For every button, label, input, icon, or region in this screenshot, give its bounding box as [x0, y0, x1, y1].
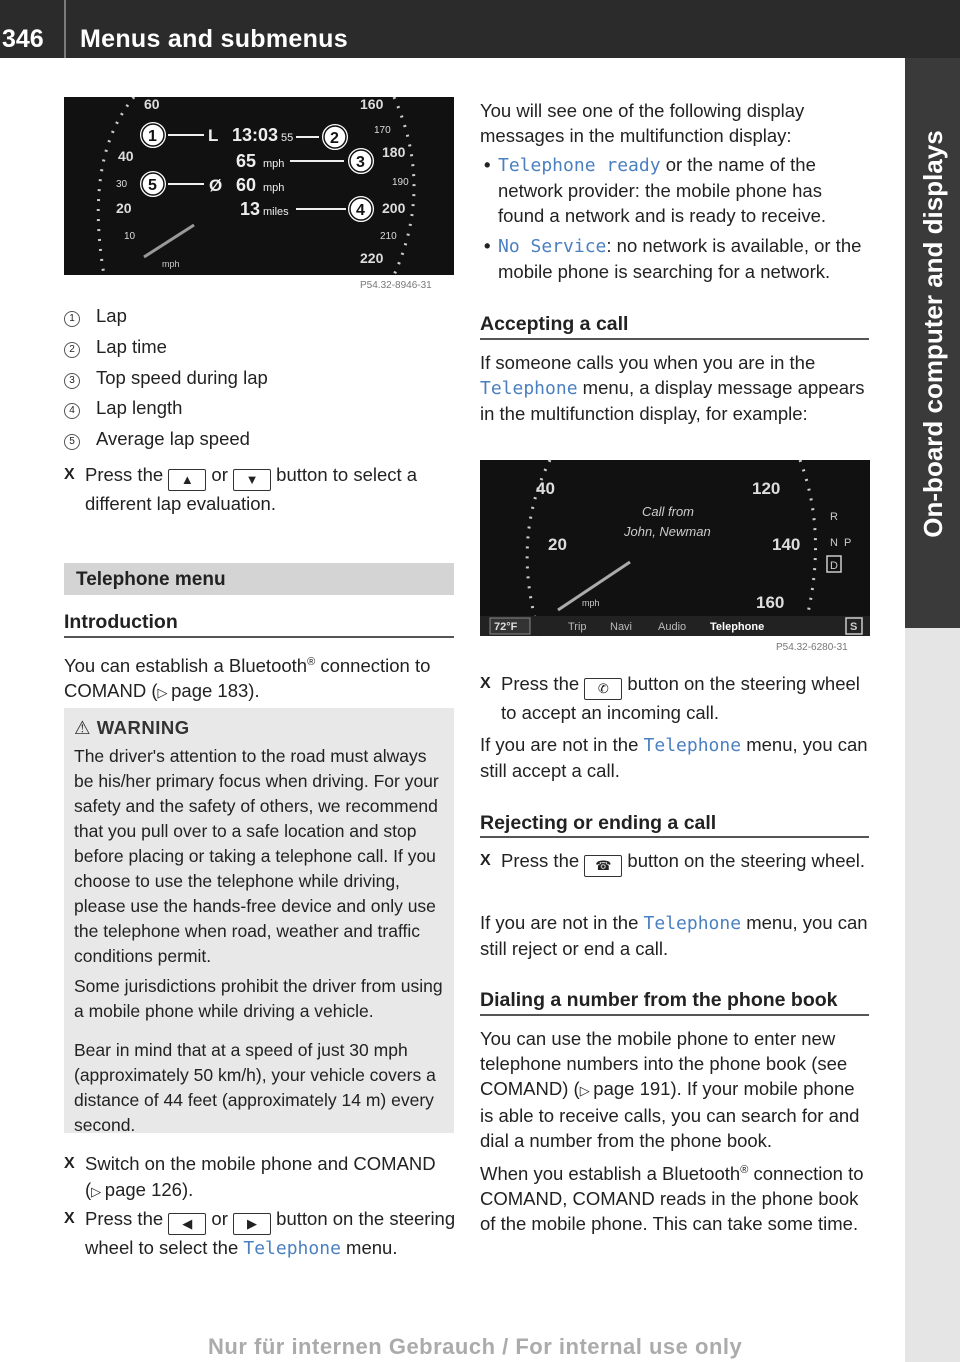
page-number: 346 [2, 25, 44, 53]
bullet-text: or the name of the network provider: the mobile phone has found a network and is ready to receive. [498, 154, 827, 226]
callout-5 [139, 170, 167, 198]
para-text: You can use the mobile phone to enter new telephone numbers into the phone book (see COMAND) ( [480, 1028, 848, 1099]
legend-item [64, 395, 182, 420]
step-marker-icon: X [480, 852, 491, 869]
step-text: or [206, 1208, 234, 1229]
callout-5-num: 5 [148, 177, 157, 194]
lap-time-value: 13:03 [232, 125, 279, 145]
menu-trip: Trip [568, 621, 587, 633]
scale-left-60: 60 [144, 97, 160, 112]
legend-label: Top speed during lap [96, 367, 268, 388]
warning-triangle-icon: ⚠ [74, 717, 97, 738]
display-messages-intro: You will see one of the following display messages in the multifunction display: [480, 100, 805, 146]
scale-120: 120 [752, 479, 781, 498]
display-term: Telephone [243, 1238, 341, 1259]
para-text: If you are not in the [480, 912, 644, 933]
lap-length-unit: miles [263, 206, 289, 218]
legend-label: Average lap speed [96, 428, 250, 449]
intro-text: connection to COMAND ( [64, 655, 431, 702]
callout-1 [139, 121, 167, 149]
display-term: Telephone [643, 735, 742, 756]
instruction-step [64, 462, 456, 517]
left-arrow-icon: ◀ [168, 1213, 206, 1235]
menu-navi: Navi [610, 621, 633, 633]
step-text: Press the [501, 673, 585, 694]
callout-1-num: 1 [148, 128, 157, 145]
legend-label: Lap [96, 305, 127, 326]
dialing-paragraph [480, 1026, 872, 1153]
figure-code: P54.32-8946-31 [360, 280, 432, 291]
heading-rule [480, 836, 869, 838]
avg-symbol: Ø [209, 176, 223, 195]
scale-left-10: 10 [124, 231, 136, 242]
incoming-call-figure [480, 460, 870, 654]
callout-3-num: 3 [356, 154, 365, 171]
bullet-marker: • [484, 235, 491, 256]
scale-right-220: 220 [360, 250, 384, 266]
subsection-heading: Accepting a call [480, 313, 629, 335]
phone-hangup-icon: ☎ [584, 855, 622, 877]
avg-speed-value: 60 [236, 175, 257, 195]
lap-time-sub: 55 [281, 132, 294, 144]
instruction-step [64, 1151, 456, 1205]
registered-mark: ® [740, 1164, 749, 1176]
gear-n: N [830, 537, 838, 549]
step-text: Switch on the mobile phone and COMAND ( [85, 1153, 436, 1200]
heading-rule [64, 636, 454, 638]
lap-indicator: L [208, 126, 219, 145]
scale-20: 20 [548, 535, 567, 554]
display-term: No Service [498, 236, 607, 257]
instruction-step [480, 848, 872, 877]
top-speed-unit: mph [263, 158, 285, 170]
subsection-heading: Dialing a number from the phone book [480, 989, 838, 1011]
warning-title: WARNING [96, 717, 190, 738]
para-text: If someone calls you when you are in the [480, 352, 816, 373]
gear-p: P [844, 537, 852, 549]
scale-right-210: 210 [380, 231, 397, 242]
legend-label: Lap time [96, 336, 167, 357]
top-speed-value: 65 [236, 151, 257, 171]
chapter-title: Menus and submenus [80, 25, 348, 53]
scale-40: 40 [536, 479, 555, 498]
para-text: page 191). If your mobile phone is able to receive calls, you can search for and dial a number from the phone book. [480, 1078, 860, 1151]
page-ref-icon: ▷ [91, 1184, 105, 1199]
heading-rule [480, 1014, 869, 1016]
right-arrow-icon: ▶ [233, 1213, 271, 1235]
lap-display-figure [64, 97, 454, 292]
down-arrow-icon: ▼ [233, 469, 271, 491]
scale-left-30: 30 [116, 179, 128, 190]
page-ref-icon: ▷ [579, 1083, 594, 1098]
warning-box [64, 708, 454, 1133]
section-heading-box [64, 563, 454, 595]
legend-label: Lap length [96, 397, 183, 418]
subsection-heading: Introduction [64, 611, 178, 633]
warning-text: Bear in mind that at a speed of just 30 mph (approximately 50 km/h), your vehicle covers a distance of 44 feet (approximately 14 m) every second. [74, 1040, 436, 1135]
step-marker-icon: X [64, 1155, 75, 1172]
phone-accept-icon: ✆ [584, 678, 622, 700]
scale-right-200: 200 [382, 200, 406, 216]
heading-rule [480, 338, 869, 340]
legend-num: 2 [64, 342, 80, 358]
menu-audio: Audio [658, 621, 687, 633]
s-indicator: S [850, 621, 858, 633]
legend-num: 1 [64, 311, 80, 327]
legend-num: 3 [64, 373, 80, 389]
intro-paragraph [64, 650, 456, 705]
step-text: Press the [501, 850, 585, 871]
para-text: menu, you can still accept a call. [480, 734, 868, 781]
display-term: Telephone [643, 913, 742, 934]
step-text: button on the steering wheel to select the [85, 1208, 456, 1258]
bullet-marker: • [484, 154, 491, 175]
bullet-item [480, 152, 872, 228]
step-text: Press the [85, 464, 169, 485]
warning-text: Some jurisdictions prohibit the driver from using a mobile phone while driving a vehicle. [74, 976, 443, 1021]
up-arrow-icon: ▲ [168, 469, 206, 491]
step-marker-icon: X [64, 1210, 75, 1227]
display-term: Telephone [480, 378, 578, 399]
callout-2 [321, 123, 349, 151]
outside-temp: 72°F [494, 621, 518, 633]
instruction-step [480, 671, 872, 726]
legend-item [64, 426, 250, 451]
para-text: connection to COMAND, COMAND reads in the phone book of the mobile phone. This can take some time. [480, 1163, 864, 1235]
internal-use-footer: Nur für internen Gebrauch / For internal use only [208, 1334, 743, 1359]
legend-item [64, 365, 268, 390]
display-term: Telephone ready [498, 155, 661, 176]
gear-r: R [830, 511, 838, 523]
accepting-paragraph [480, 350, 872, 426]
step-marker-icon: X [480, 675, 491, 692]
subsection-heading: Rejecting or ending a call [480, 812, 717, 834]
step-text: button on the steering wheel. [622, 850, 866, 871]
menu-telephone: Telephone [710, 621, 765, 633]
step-text: Press the [85, 1208, 169, 1229]
avg-speed-unit: mph [263, 182, 285, 194]
caller-name: John, Newman [624, 524, 711, 539]
step-text: or [206, 464, 234, 485]
scale-right-170: 170 [374, 125, 391, 136]
scale-left-40: 40 [118, 148, 134, 164]
step-text: page 126). [104, 1179, 194, 1200]
side-tab-label: On-board computer and displays [918, 130, 948, 538]
para-text: menu, a display message appears in the multifunction display, for example: [480, 377, 865, 424]
header-separator [64, 0, 66, 58]
para-text: menu, you can still reject or end a call. [480, 912, 868, 959]
not-in-menu-paragraph [480, 910, 872, 961]
step-marker-icon: X [64, 466, 75, 483]
instruction-step [64, 1206, 456, 1262]
scale-right-160: 160 [360, 97, 384, 112]
step-text: button on the steering wheel to accept an incoming call. [501, 673, 860, 723]
lap-length-value: 13 [240, 199, 261, 219]
legend-num: 4 [64, 403, 80, 419]
callout-3 [347, 147, 375, 175]
scale-left-20: 20 [116, 200, 132, 216]
page-ref-icon: ▷ [157, 685, 172, 701]
legend-item [64, 303, 127, 328]
needle-unit: mph [582, 598, 600, 608]
warning-title-row [74, 717, 190, 739]
para-text: If you are not in the [480, 734, 644, 755]
figure-code: P54.32-6280-31 [776, 642, 848, 653]
section-heading: Telephone menu [76, 569, 226, 590]
registered-mark: ® [307, 656, 316, 668]
side-tab-lower [905, 628, 960, 1362]
legend-item [64, 334, 167, 359]
scale-right-190: 190 [392, 177, 409, 188]
scale-160: 160 [756, 593, 785, 612]
bullet-text: : no network is available, or the mobile phone is searching for a network. [498, 235, 862, 282]
callout-4 [347, 195, 375, 223]
step-text: menu. [340, 1237, 398, 1258]
scale-140: 140 [772, 535, 801, 554]
callout-2-num: 2 [330, 130, 339, 147]
callout-4-num: 4 [356, 202, 365, 219]
dialing-paragraph-2 [480, 1158, 872, 1236]
gear-d: D [830, 560, 838, 572]
warning-text: The driver's attention to the road must always be his/her primary focus when driving. For your safety and the safety of others, we recommend that you pull over to a safe location and stop before placing or taking a telephone call. If you choose to use the telephone while driving, please use the hands-free device and only use the telephone when road, weather and traffic conditions permit. [74, 746, 439, 966]
step-text: button to select a different lap evaluation. [85, 464, 418, 514]
intro-text: You can establish a Bluetooth [64, 655, 308, 677]
needle-unit: mph [162, 259, 180, 269]
bullet-item [480, 233, 872, 284]
call-from-text: Call from [642, 504, 695, 519]
intro-text: page 183). [171, 680, 260, 702]
para-text: When you establish a Bluetooth [480, 1163, 741, 1185]
legend-num: 5 [64, 434, 80, 450]
scale-right-180: 180 [382, 144, 406, 160]
not-in-menu-paragraph [480, 732, 872, 783]
